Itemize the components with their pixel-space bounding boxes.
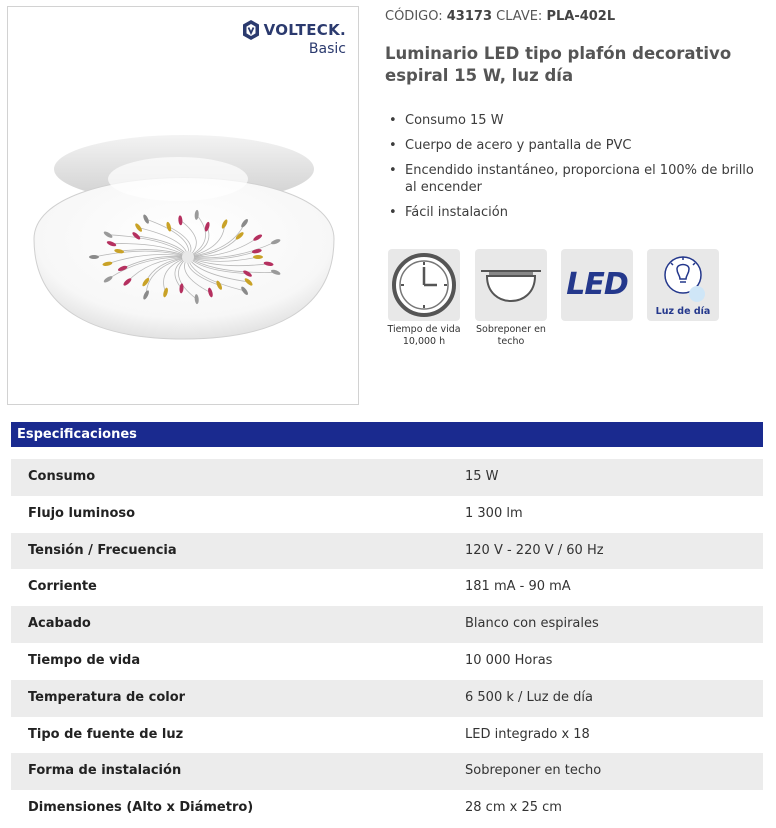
brand-name: VOLTECK.	[263, 21, 346, 39]
spec-value: 28 cm x 25 cm	[465, 800, 562, 816]
spec-value: 1 300 lm	[465, 505, 523, 521]
ceiling-mount-icon	[475, 249, 547, 321]
spec-label: Dimensiones (Alto x Diámetro)	[28, 800, 254, 816]
spec-value: 181 mA - 90 mA	[465, 579, 571, 595]
spec-value: 6 500 k / Luz de día	[465, 689, 593, 705]
spec-label: Tiempo de vida	[28, 652, 141, 668]
spec-row	[11, 569, 763, 606]
spec-value: 15 W	[465, 469, 499, 484]
feature-list	[389, 112, 769, 229]
spec-row	[11, 717, 763, 754]
spec-value: 120 V - 220 V / 60 Hz	[465, 542, 604, 558]
daylight-badge	[647, 249, 719, 321]
daylight-label: Luz de día	[655, 306, 711, 317]
spec-label: Consumo	[28, 469, 96, 484]
spec-row	[11, 496, 763, 533]
spec-label: Tensión / Frecuencia	[28, 542, 177, 558]
clave-value: PLA-402L	[546, 9, 616, 24]
lifetime-caption: Tiempo de vida 10,000 h	[387, 324, 461, 347]
spec-row	[11, 790, 763, 827]
brand-line: Basic	[308, 41, 346, 57]
feature-item: • Cuerpo de acero y pantalla de PVC	[389, 137, 769, 154]
spec-label: Temperatura de color	[28, 689, 186, 705]
spec-row	[11, 606, 763, 643]
product-image-panel	[7, 6, 359, 405]
feature-item: • Fácil instalación	[389, 204, 769, 221]
specifications-header: Especificaciones	[11, 422, 763, 447]
mount-badge	[475, 249, 547, 321]
ceiling-light-image	[28, 117, 338, 357]
spec-value: LED integrado x 18	[465, 726, 590, 742]
spec-row	[11, 533, 763, 570]
spec-value: Sobreponer en techo	[465, 763, 602, 779]
clock-icon	[388, 249, 460, 321]
codigo-value: 43173	[446, 9, 492, 24]
specifications-table	[11, 459, 763, 827]
spec-label: Acabado	[28, 616, 91, 632]
lifetime-badge	[388, 249, 460, 321]
product-title: Luminario LED tipo plafón decorativo espiral 15 W, luz día	[385, 44, 732, 85]
spec-row	[11, 753, 763, 790]
product-codes	[385, 9, 615, 24]
spec-label: Tipo de fuente de luz	[28, 726, 184, 742]
brand-logo	[241, 19, 346, 57]
mount-caption: Sobreponer en techo	[476, 324, 546, 347]
spec-label: Corriente	[28, 579, 97, 595]
led-icon	[561, 249, 633, 321]
volteck-logo-icon	[241, 19, 261, 41]
spec-label: Flujo luminoso	[28, 505, 136, 521]
spec-row	[11, 680, 763, 717]
feature-item: • Encendido instantáneo, proporciona el 100% de brillo al encender	[389, 162, 769, 196]
spec-value: Blanco con espirales	[465, 616, 599, 632]
spec-row	[11, 459, 763, 496]
feature-item: • Consumo 15 W	[389, 112, 769, 129]
spec-label: Forma de instalación	[28, 763, 182, 779]
spec-value: 10 000 Horas	[465, 652, 553, 668]
led-label: LED	[566, 267, 628, 302]
codigo-label: CÓDIGO:	[385, 9, 443, 24]
spec-row	[11, 643, 763, 680]
clave-label: CLAVE:	[496, 9, 543, 24]
